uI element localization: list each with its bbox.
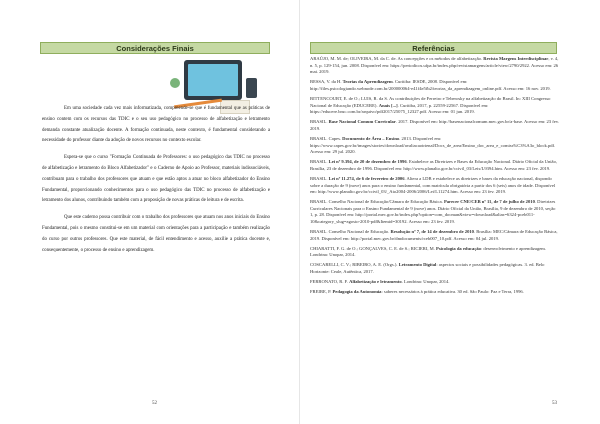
reference-text: : saberes necessários à prática educativa. 30 ed. São Paulo: Paz e Terra, 1996. [381,289,524,295]
reference-item [310,96,560,116]
reference-text: . 2013. Disponível em: https://www.capes.gov.br/images/stories/download/avaliacaotrienal/Docs_de_area/Ensino_doc_area_e_comiss%C3%A3o_block.pdf. Acesso em: 29 jul. 2020. [310,135,556,155]
reference-list [310,56,560,299]
reference-text: COSCARELLI, C. V.; RIBEIRO, A. E. (Orgs.). [310,262,399,268]
reference-title: Revista Margens Interdisciplinar [483,56,549,61]
reference-text: BITTENCOURT, E. de O.; LUIS, R. da S. As contribuições de Ferreiro e Teberosky na alfabetização do Brasil. In: XIII Congresso Nacional de Educação (EDUCERE). [310,95,551,108]
reference-item [310,279,560,286]
reference-text: ARAÚJO, M. M. de; OLIVEIRA, M. da C. de. As concepções e os métodos de alfabetização. [310,56,484,61]
reference-item [310,246,560,259]
page-number: 53 [552,401,557,406]
reference-text: : aspectos sociais e possibilidades pedagógicas. 3. ed. Belo Horizonte: Ceale, Autêntica, 2017. [310,262,545,275]
reference-text: : desenvolvimento e aprendizagem. Londrina: Unopar, 2014. [310,245,547,258]
reference-text: BRASIL. Capes. [310,135,343,141]
reference-item [310,159,560,172]
reference-title: Lei nº 9.394, de 20 de dezembro de 1996 [328,159,407,165]
reference-text: . Curitiba: IESDE, 2008. Disponível em: http://files.psicologiando.webnode.com.br/200000064-e41f4e5fb2/teorias_da_aprendizagem_online.pdf. Acesso em: 16 nov. 2019. [310,79,551,91]
conclusion-text [42,104,270,262]
reference-title: Lei nº 11.274, de 6 de fevereiro de 2006 [328,175,405,181]
reference-text: . Curitiba, 2017, p. 22559-22567. Disponível em: https://educere.bruc.com.br/arquivo/pdf2017/25075_12327.pdf. Acesso em: 01 jun. 2019. [310,102,489,115]
reference-title: Anais [...] [378,102,398,108]
paragraph: Em uma sociedade cada vez mais informatizada, compreende-se que é fundamental que as práticas de ensino contem com os recursos das TDIC e o seu uso pedagógico no processo de alfabetização e letramento demanda constante atualização docente. A formação continuada, neste contexto, é fundamental considerando a necessidade do professor diante da adoção de novos recursos no contexto escolar. [42,106,270,144]
reference-title: Resolução nº 7, de 14 de dezembro de 2010 [390,229,474,235]
right-page [300,0,600,424]
reference-title: Base Nacional Comum Curricular [328,119,396,125]
reference-item [310,262,560,275]
reference-item [310,199,560,225]
reference-text: . Altera a LDB e estabelece as diretrizes e bases da educação nacional, dispondo sobre a duração de 9 (nove) anos para o ensino fundamental, com matrícula obrigatória a partir dos 6 (seis) anos de idade. Disponível em: http://www.planalto.gov.br/ccivil_03/_Ato2004-2006/2006/Lei/L11274.htm. Acesso em: 23 fev. 2019. [310,175,556,195]
reference-title: Psicologia da educação [436,245,481,251]
reference-item [310,56,560,76]
phone-graphic [246,78,257,98]
reference-item [310,229,560,242]
reference-text: CHIARATTI, F. G. de O.; GONÇALVES, C. E. de S.; RICIERI, M. [310,245,437,251]
reference-text: BRASIL. [310,175,329,181]
reference-title: Alfabetização e letramento [349,279,402,285]
reference-text: FREIRE, P. [310,289,333,295]
reference-text: BESSA, V. da H. [310,79,343,85]
section-heading-text: Considerações Finais [116,43,194,53]
section-heading [310,42,557,54]
reference-text: , v. 4, n. 5, p. 129-154, jun. 2008. Disponível em: https://periodicos.ufpa.br/index.php/revistamargens/article/view/2790/2922. Acesso em: 26 mai. 2019. [310,56,559,75]
reference-text: . Estabelece as Diretrizes e Bases da Educação Nacional. Diário Oficial da União, Brasília, 23 de dezembro de 1996. Disponível em: http://www.planalto.gov.br/ccivil_03/Leis/L9394.htm. Acesso em: 23 fev. 2019. [310,159,558,171]
paragraph: Espera-se que o curso "Formação Continuada de Professores: o uso pedagógico das TDIC no processo de alfabetização e letramento do Bloco Alfabetizador" e o Caderno de Apoio ao Professor, materiais indissociáveis, contribuam para o trabalho dos professores que atuam e que estão aptos a atuar no bloco alfabetizador do Ensino Fundamental, proporcionando conhecimentos para o uso pedagógico das TDIC no processo de alfabetização e letramento dos alunos, contribuindo também com a proposição de novas práticas de leitura e de escrita. [42,155,270,204]
reference-text: FERRONATO, R. F. [310,279,350,285]
tablet-screen-graphic [188,64,238,96]
reference-title: Documento de Área – Ensino [342,135,400,141]
section-heading-text: Referências [412,43,455,53]
reference-text: BRASIL. [310,119,329,125]
reference-item [310,136,560,156]
reference-title: Parecer CNE/CEB nº 11, de 7 de julho de 2010 [443,199,535,205]
reference-item [310,79,560,92]
paragraph: Que este caderno possa contribuir com o trabalho dos professores que atuam nos anos iniciais do Ensino Fundamental, pois o mesmo constitui-se em um material com orientações para a participação e também realização do curso por outros professores. Que este material, de fácil entendimento e acesso, auxilie a prática docente e, consequentemente, o processo de ensino e aprendizagem. [42,215,270,253]
section-heading [40,42,270,54]
reference-item [310,119,560,132]
reference-text: . Brasília: MEC/Câmara de Educação Básica, 2019. Disponível em: http://portal.mec.gov.br/dmdocuments/rceb007_10.pdf. Acesso em: 04 jul. 2019. [310,229,558,241]
reference-text: BRASIL. Conselho Nacional de Educação/Câmara de Educação Básica. [310,199,444,205]
reference-text: BRASIL. [310,159,329,165]
reference-text: BRASIL. Conselho Nacional de Educação. [310,229,391,235]
reference-title: Pedagogia da Autonomia [332,289,382,295]
page-number: 52 [152,401,157,406]
reference-text: . Londrina: Unopar, 2014. [401,279,450,285]
reference-text: . Diretrizes Curriculares Nacionais para o Ensino Fundamental de 9 (nove) anos. Diário Oficial da União, Brasília, 9 de dezembro de 2010, seção 1, p. 28. Disponível em: http://portal.mec.gov.br/index.php?option=com_docman&view=download&alias=6324-pceb011-10&category_slug=agosto-2010-pdf&Itemid=30192. Acesso em: 23 fev. 2019. [310,199,556,224]
reference-item [310,176,560,196]
reference-title: Teorias da Aprendizagem [342,79,393,85]
cup-graphic [170,78,180,88]
reference-item [310,289,560,296]
reference-title: Letramento Digital [398,262,437,268]
reference-text: . 2017. Disponível em: http://basenacionalcomum.mec.gov.br/a-base. Acesso em: 23 fev. 2019. [310,119,559,131]
